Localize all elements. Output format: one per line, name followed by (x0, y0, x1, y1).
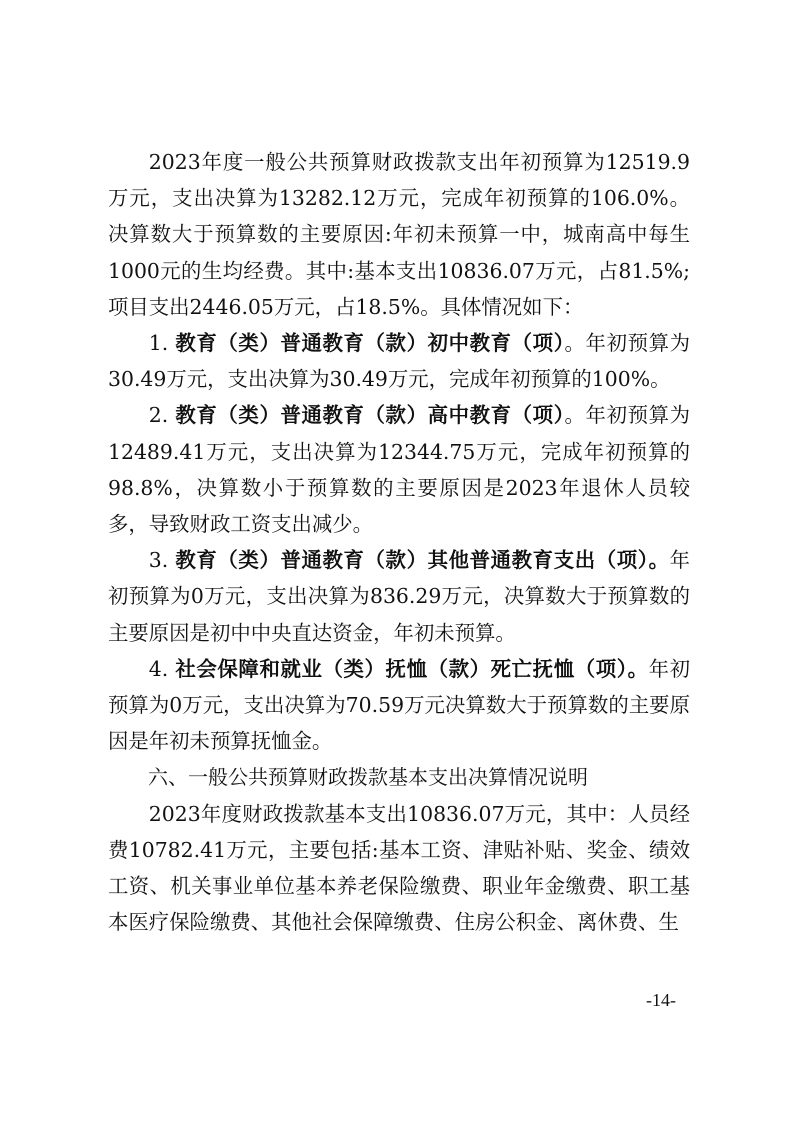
paragraph-item-1 (108, 325, 690, 397)
body-text (108, 144, 690, 940)
section-heading: 六、一般公共预算财政拨款基本支出决算情况说明 (148, 765, 588, 790)
paragraph-item-2 (108, 397, 690, 542)
item-title: 教育（类）普通教育（款）初中教育（项） (175, 331, 565, 356)
item-title: 教育（类）普通教育（款）高中教育（项） (175, 403, 565, 428)
item-number: 3. (148, 548, 176, 573)
page-number: -14- (646, 990, 676, 1010)
item-text: 。年初预算为12489.41万元，支出决算为12344.75万元，完成年初预算的98.8%，决算数小于预算数的主要原因是2023年退休人员较多，导致财政工资支出减少。 (108, 403, 691, 537)
item-text: 年初预算为0万元，支出决算为70.59万元决算数大于预算数的主要原因是年初未预算抚恤金。 (108, 656, 691, 754)
paragraph-basic-expenditure: 2023年度财政拨款基本支出10836.07万元，其中：人员经费10782.41万元，主要包括:基本工资、津贴补贴、奖金、绩效工资、机关事业单位基本养老保险缴费、职业年金缴费、职工基本医疗保险缴费、其他社会保障缴费、住房公积金、离休费、生 (108, 801, 690, 935)
item-number: 2. (148, 403, 176, 428)
item-number: 4. (148, 656, 176, 681)
item-title: 教育（类）普通教育（款）其他普通教育支出（项）。 (175, 548, 670, 573)
item-text: 。年初预算为30.49万元，支出决算为30.49万元，完成年初预算的100%。 (108, 331, 691, 392)
paragraph-item-3 (108, 542, 690, 651)
item-number: 1. (148, 331, 176, 356)
paragraph-item-4 (108, 651, 690, 760)
paragraph-summary: 2023年度一般公共预算财政拨款支出年初预算为12519.9万元，支出决算为13282.12万元，完成年初预算的106.0%。决算数大于预算数的主要原因:年初未预算一中，城南高中每生1000元的生均经费。其中:基本支出10836.07万元，占81.5%;项目支出2446.05万元，占18.5%。具体情况如下： (108, 150, 690, 319)
item-title: 社会保障和就业（类）抚恤（款）死亡抚恤（项）。 (175, 656, 649, 681)
item-text: 年初预算为0万元，支出决算为836.29万元，决算数大于预算数的主要原因是初中中央直达资金，年初未预算。 (108, 548, 690, 645)
